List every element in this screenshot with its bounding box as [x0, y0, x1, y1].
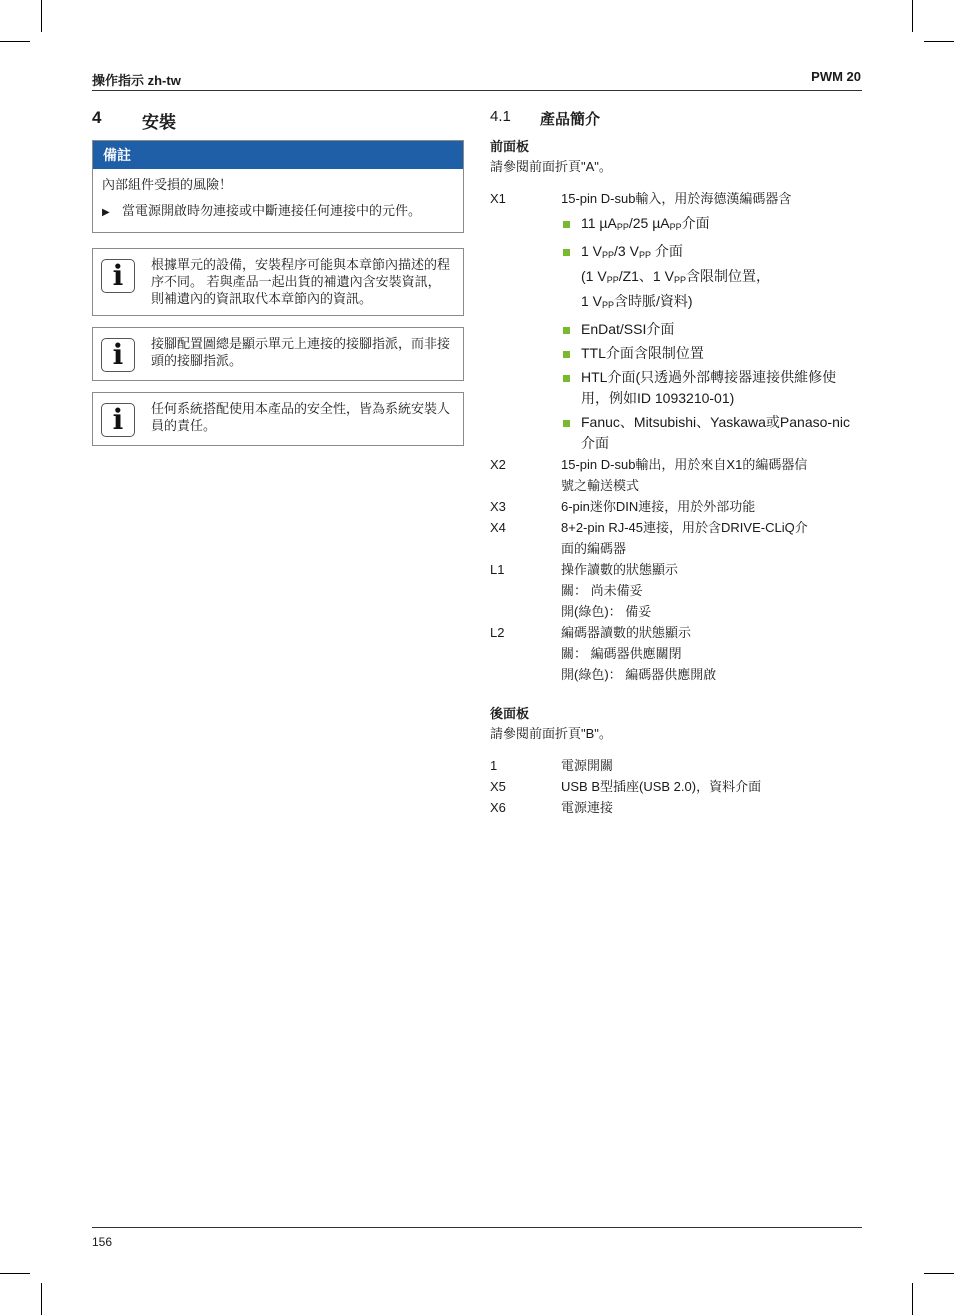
section-heading [490, 108, 862, 130]
info-box [92, 327, 464, 381]
info-icon: i [101, 403, 135, 437]
crop-mark [0, 1273, 30, 1274]
list-item: Fanuc、Mitsubishi、Yaskawa或Panaso-nic介面 [561, 412, 862, 454]
header-product-name: PWM 20 [811, 69, 861, 84]
notice-step [102, 201, 454, 222]
interface-list [561, 213, 862, 454]
rear-row: X5 USB B型插座(USB 2.0)，資料介面 [490, 779, 762, 794]
chapter-heading [92, 108, 464, 130]
left-column [92, 108, 464, 446]
crop-mark [41, 0, 42, 32]
notice-body [93, 169, 463, 232]
notice-title: 備註 [93, 141, 463, 169]
info-text: 接腳配置圖總是顯示單元上連接的接腳指派，而非接頭的接腳指派。 [151, 336, 451, 368]
front-panel-heading: 前面板 [490, 139, 530, 154]
led-row: L1 操作讀數的狀態顯示 關： 尚未備妥 開(綠色)： 備妥 [490, 562, 679, 619]
list-item: 11 µA$_{PP}$/25 µA$_{PP}$介面 [561, 213, 862, 238]
list-item: 1 $V_{PP}/3$ $V_{PP}$ 介面 (1 $V_{PP}/Z1$、1 $V_{PP}$含限制位置， 1 $V_{PP}$含時脈/資料) [561, 241, 862, 316]
list-item: HTL介面(只透過外部轉接器連接供維修使用，例如ID 1093210-01) [561, 367, 862, 409]
chapter-number: 4 [92, 108, 102, 127]
section-number: 4.1 [490, 108, 511, 125]
crop-mark [912, 0, 913, 32]
info-icon: i [101, 259, 135, 293]
info-text: 根據單元的設備，安裝程序可能與本章節內描述的程序不同。 若與產品一起出貨的補遺內含安裝資訊，則補遺內的資訊取代本章節內的資訊。 [151, 257, 451, 306]
page-number: 156 [92, 1235, 113, 1249]
connector-row: X4 8+2-pin RJ-45連接，用於含DRIVE-CLiQ介 面的編碼器 [490, 520, 808, 556]
crop-mark [924, 1273, 954, 1274]
notice-box [92, 140, 464, 233]
list-item: TTL介面含限制位置 [561, 343, 862, 364]
connector-key: X1 [490, 191, 506, 206]
notice-text: 內部組件受損的風險！ [102, 177, 233, 192]
info-icon: i [101, 338, 135, 372]
rear-row: X6 電源連接 [490, 800, 614, 815]
list-item: EnDat/SSI介面 [561, 319, 862, 340]
right-column [490, 108, 862, 818]
rear-panel-heading: 後面板 [490, 706, 530, 721]
notice-step-text: 當電源開啟時勿連接或中斷連接任何連接中的元件。 [122, 203, 422, 218]
info-text: 任何系統搭配使用本產品的安全性，皆為系統安裝人員的責任。 [151, 401, 451, 433]
front-panel-reference: 請參閱前面折頁"A"。 [490, 159, 612, 174]
header-rule [92, 90, 862, 91]
arrow-right-icon: ▶ [102, 207, 110, 218]
rear-panel-reference: 請參閱前面折頁"B"。 [490, 726, 612, 741]
crop-mark [41, 1283, 42, 1315]
section-title: 產品簡介 [540, 111, 601, 128]
crop-mark [912, 1283, 913, 1315]
connector-desc: 15-pin D-sub輸入，用於海德漢編碼器含 11 µA$_{PP}$/25 µA$_{PP}$介面 1 $V_{PP}/3$ $V_{PP}$ 介面 (1 $V_{PP}/Z1$、1 $V_{PP}$含限制位置， 1 $V_{PP}$含時脈/資料) EnDat/SSI介面 TTL介面含限制位置 HTL介面(只透過外部轉接器連接供維修使用，例如ID 1093210-01) Fanuc、Mitsubishi、Yaskawa或Panaso-nic介面 [561, 188, 862, 454]
connector-row: X2 15-pin D-sub輸出，用於來自X1的編碼器信 號之輸送模式 [490, 457, 808, 493]
crop-mark [924, 41, 954, 42]
info-box [92, 248, 464, 316]
rear-row: 1 電源開關 [490, 758, 614, 773]
connector-row: X3 6-pin迷你DIN連接，用於外部功能 [490, 499, 756, 514]
footer-rule [92, 1227, 862, 1228]
header-manual-title: 操作指示 zh-tw [92, 73, 181, 88]
info-box [92, 392, 464, 446]
crop-mark [0, 41, 30, 42]
chapter-title: 安裝 [142, 113, 176, 132]
led-row: L2 編碼器讀數的狀態顯示 關： 編碼器供應關閉 開(綠色)： 編碼器供應開啟 [490, 625, 717, 682]
connector-row-x1 [490, 188, 862, 454]
